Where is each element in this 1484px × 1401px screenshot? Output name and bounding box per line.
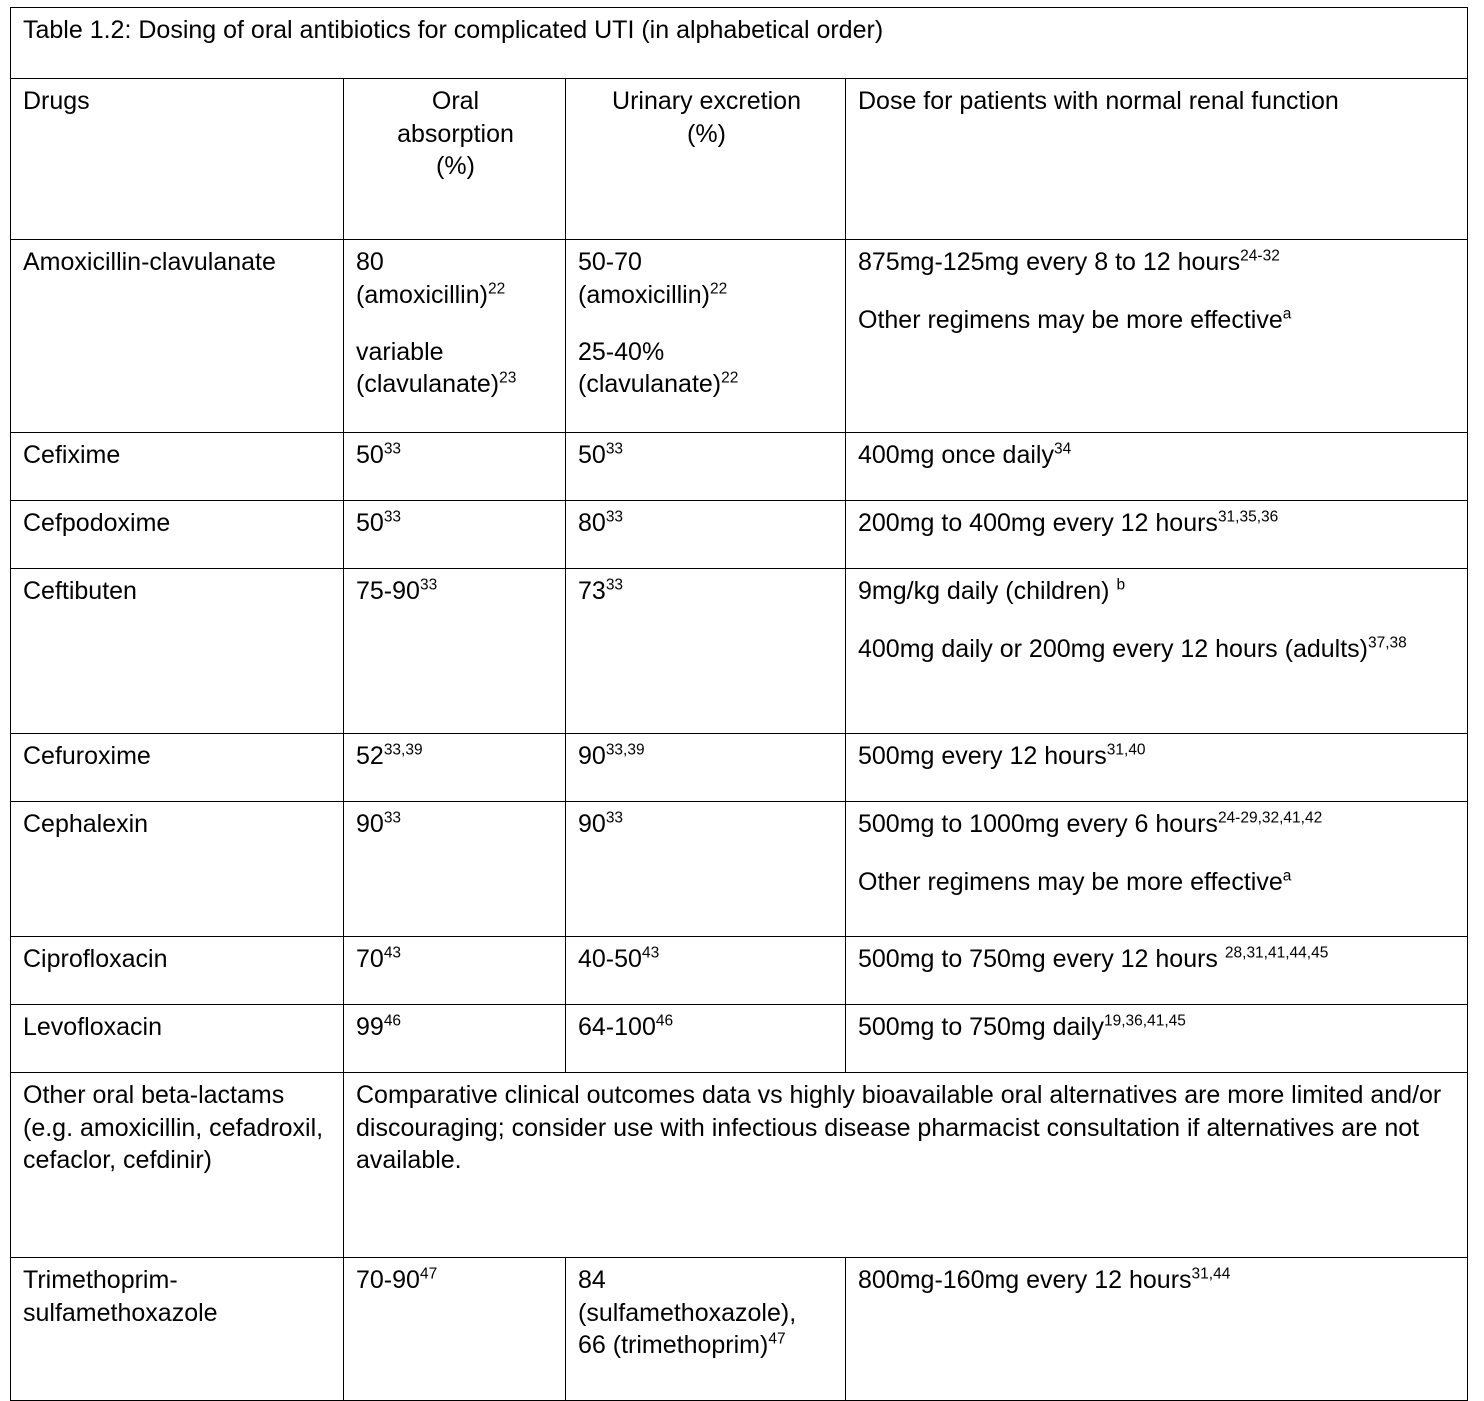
header-line: absorption bbox=[397, 119, 514, 148]
footnote-superscript: b bbox=[1116, 576, 1126, 594]
reference-superscript: 47 bbox=[419, 1265, 438, 1283]
table-row bbox=[11, 569, 1468, 734]
reference-superscript: 33 bbox=[605, 576, 624, 594]
table-row bbox=[11, 433, 1468, 501]
dose-line bbox=[858, 246, 1457, 279]
value-note: (sulfamethoxazole), bbox=[578, 1298, 797, 1327]
footnote-superscript: a bbox=[1282, 867, 1292, 885]
cell-oral-absorption bbox=[344, 240, 566, 433]
cell-oral-absorption bbox=[344, 734, 566, 802]
cell-urinary-excretion bbox=[566, 734, 846, 802]
cell-drug-name: Ciprofloxacin bbox=[11, 937, 344, 1005]
cell-dose bbox=[846, 433, 1468, 501]
reference-superscript: 33 bbox=[605, 809, 624, 827]
table-row bbox=[11, 734, 1468, 802]
reference-superscript: 23 bbox=[499, 369, 517, 387]
table-title-row bbox=[11, 8, 1468, 79]
table-row bbox=[11, 501, 1468, 569]
value: 99 bbox=[356, 1013, 384, 1041]
dose-text: 500mg every 12 hours bbox=[858, 742, 1107, 770]
cell-drug-name: Ceftibuten bbox=[11, 569, 344, 734]
cell-drug-name: Cefuroxime bbox=[11, 734, 344, 802]
value: 80 bbox=[578, 509, 606, 537]
table-row bbox=[11, 1073, 1468, 1258]
reference-superscript: 47 bbox=[768, 1330, 786, 1348]
reference-superscript: 31,35,36 bbox=[1217, 508, 1279, 526]
footnote-superscript: a bbox=[1282, 305, 1292, 323]
cell-dose bbox=[846, 1258, 1468, 1401]
value-note: 66 (trimethoprim) bbox=[578, 1331, 769, 1359]
dose-text: 500mg to 750mg daily bbox=[858, 1013, 1104, 1041]
header-line: (%) bbox=[687, 119, 726, 148]
table-row bbox=[11, 937, 1468, 1005]
cell-merged-note: Comparative clinical outcomes data vs highly bioavailable oral alternatives are more limited and/or discouraging; consider use with infectious disease pharmacist consultation if alternatives are not available. bbox=[344, 1073, 1468, 1258]
value: 50 bbox=[356, 441, 384, 469]
value: 84 bbox=[578, 1266, 606, 1294]
column-header-drugs: Drugs bbox=[11, 79, 344, 240]
value: 70-90 bbox=[356, 1266, 420, 1294]
value: 50 bbox=[578, 441, 606, 469]
header-line: (%) bbox=[436, 152, 475, 180]
cell-drug-name: Cephalexin bbox=[11, 802, 344, 937]
value: 52 bbox=[356, 742, 384, 770]
cell-oral-absorption bbox=[344, 501, 566, 569]
dose-line bbox=[858, 866, 1457, 899]
value-note: (clavulanate) bbox=[578, 370, 722, 398]
dose-text: 9mg/kg daily (children) bbox=[858, 577, 1117, 605]
table-row bbox=[11, 240, 1468, 433]
dose-text: 500mg to 1000mg every 6 hours bbox=[858, 810, 1218, 838]
reference-superscript: 37,38 bbox=[1368, 634, 1407, 652]
value: variable bbox=[356, 337, 444, 366]
dose-text: 400mg daily or 200mg every 12 hours (adults) bbox=[858, 635, 1368, 663]
reference-superscript: 33,39 bbox=[605, 741, 645, 759]
cell-oral-absorption bbox=[344, 1258, 566, 1401]
reference-superscript: 22 bbox=[709, 280, 728, 298]
column-header-urinary-excretion bbox=[566, 79, 846, 240]
reference-superscript: 31,44 bbox=[1191, 1265, 1231, 1283]
value-note: (clavulanate) bbox=[356, 370, 500, 398]
reference-superscript: 22 bbox=[721, 369, 739, 387]
reference-superscript: 34 bbox=[1053, 440, 1072, 458]
cell-urinary-excretion bbox=[566, 1258, 846, 1401]
table-row bbox=[11, 1258, 1468, 1401]
cell-oral-absorption bbox=[344, 937, 566, 1005]
cell-dose bbox=[846, 569, 1468, 734]
cell-urinary-excretion bbox=[566, 802, 846, 937]
reference-superscript: 33 bbox=[605, 508, 624, 526]
reference-superscript: 28,31,41,44,45 bbox=[1224, 944, 1329, 962]
value: 40-50 bbox=[578, 945, 642, 973]
cell-drug-name: Levofloxacin bbox=[11, 1005, 344, 1073]
reference-superscript: 33 bbox=[419, 576, 438, 594]
cell-urinary-excretion bbox=[566, 501, 846, 569]
cell-drug-name: Amoxicillin-clavulanate bbox=[11, 240, 344, 433]
value: 73 bbox=[578, 577, 606, 605]
cell-urinary-excretion bbox=[566, 569, 846, 734]
value-note: (amoxicillin) bbox=[578, 280, 710, 309]
cell-oral-absorption bbox=[344, 433, 566, 501]
cell-dose bbox=[846, 501, 1468, 569]
reference-superscript: 33 bbox=[383, 508, 402, 526]
table-header-row bbox=[11, 79, 1468, 240]
reference-superscript: 19,36,41,45 bbox=[1103, 1012, 1186, 1030]
value: 90 bbox=[578, 742, 606, 770]
reference-superscript: 22 bbox=[487, 280, 506, 298]
table-row bbox=[11, 802, 1468, 937]
reference-superscript: 24-32 bbox=[1240, 247, 1280, 265]
cell-drug-name: Cefpodoxime bbox=[11, 501, 344, 569]
dose-line bbox=[858, 633, 1457, 666]
cell-dose bbox=[846, 734, 1468, 802]
cell-urinary-excretion bbox=[566, 937, 846, 1005]
cell-dose bbox=[846, 937, 1468, 1005]
column-header-oral-absorption bbox=[344, 79, 566, 240]
dose-text: 875mg-125mg every 8 to 12 hours bbox=[858, 248, 1241, 276]
cell-drug-name: Cefixime bbox=[11, 433, 344, 501]
value: 90 bbox=[578, 810, 606, 838]
value: 75-90 bbox=[356, 577, 420, 605]
reference-superscript: 46 bbox=[383, 1012, 402, 1030]
reference-superscript: 33,39 bbox=[383, 741, 423, 759]
dose-text: 500mg to 750mg every 12 hours bbox=[858, 945, 1225, 973]
value: 50 bbox=[356, 509, 384, 537]
reference-superscript: 43 bbox=[383, 944, 402, 962]
value: 64-100 bbox=[578, 1013, 656, 1041]
value-note: (amoxicillin) bbox=[356, 280, 488, 309]
cell-oral-absorption bbox=[344, 802, 566, 937]
cell-urinary-excretion bbox=[566, 1005, 846, 1073]
value: 25-40% bbox=[578, 337, 665, 366]
reference-superscript: 31,40 bbox=[1106, 741, 1146, 759]
value: 80 bbox=[356, 248, 384, 276]
dose-text: 400mg once daily bbox=[858, 441, 1054, 469]
cell-dose bbox=[846, 802, 1468, 937]
cell-urinary-excretion bbox=[566, 240, 846, 433]
dose-line bbox=[858, 304, 1457, 337]
dose-text: Other regimens may be more effective bbox=[858, 868, 1283, 896]
reference-superscript: 33 bbox=[605, 440, 624, 458]
cell-oral-absorption bbox=[344, 569, 566, 734]
table-title: Table 1.2: Dosing of oral antibiotics for complicated UTI (in alphabetical order) bbox=[11, 8, 1468, 79]
spacer bbox=[356, 311, 555, 336]
reference-superscript: 43 bbox=[641, 944, 660, 962]
dose-line bbox=[858, 808, 1457, 841]
table-row bbox=[11, 1005, 1468, 1073]
reference-superscript: 33 bbox=[383, 809, 402, 827]
dose-line bbox=[858, 575, 1457, 608]
dose-text: 200mg to 400mg every 12 hours bbox=[858, 509, 1218, 537]
cell-drug-name: Other oral beta-lactams (e.g. amoxicillin, cefadroxil, cefaclor, cefdinir) bbox=[11, 1073, 344, 1258]
column-header-dose: Dose for patients with normal renal function bbox=[846, 79, 1468, 240]
spacer bbox=[578, 311, 835, 336]
header-line: Urinary excretion bbox=[612, 87, 801, 115]
dose-text: 800mg-160mg every 12 hours bbox=[858, 1266, 1192, 1294]
dosing-table bbox=[10, 7, 1468, 1401]
cell-urinary-excretion bbox=[566, 433, 846, 501]
value: 50-70 bbox=[578, 248, 642, 276]
reference-superscript: 33 bbox=[383, 440, 402, 458]
header-line: Oral bbox=[431, 87, 480, 115]
cell-dose bbox=[846, 240, 1468, 433]
reference-superscript: 24-29,32,41,42 bbox=[1217, 809, 1323, 827]
dose-text: Other regimens may be more effective bbox=[858, 306, 1283, 334]
cell-dose bbox=[846, 1005, 1468, 1073]
value: 90 bbox=[356, 810, 384, 838]
value: 70 bbox=[356, 945, 384, 973]
reference-superscript: 46 bbox=[655, 1012, 674, 1030]
cell-oral-absorption bbox=[344, 1005, 566, 1073]
cell-drug-name: Trimethoprim-sulfamethoxazole bbox=[11, 1258, 344, 1401]
